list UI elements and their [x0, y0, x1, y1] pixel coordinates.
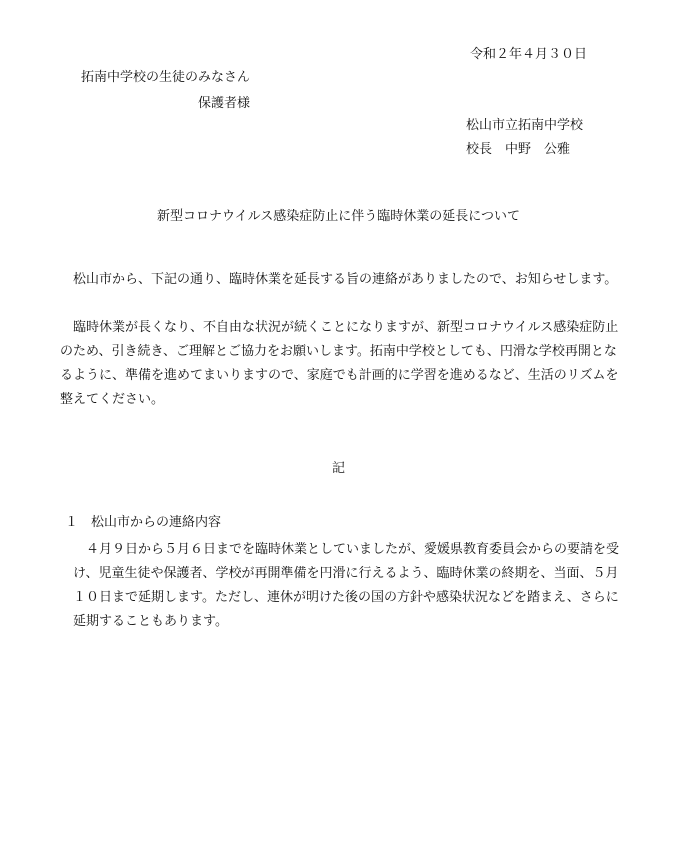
section-1-heading: １ 松山市からの連絡内容: [65, 515, 222, 530]
recipient-guardians: 保護者様: [198, 96, 251, 111]
sender-school: 松山市立拓南中学校: [466, 118, 584, 133]
document-date: 令和２年４月３０日: [470, 47, 588, 62]
section-1-text: ４月９日から５月６日までを臨時休業としていましたが、愛媛県教育委員会からの要請を受け、児童生徒や保護者、学校が再開準備を円滑に行えるよう、臨時休業の終期を、当面、５月１０日まで延期します。ただし、連休が明けた後の国の方針や感染状況などを踏まえ、さらに延期することもあります。: [73, 542, 620, 629]
document-title: 新型コロナウイルス感染症防止に伴う臨時休業の延長について: [157, 209, 520, 224]
notes-heading: 記: [331, 461, 345, 476]
recipient-students: 拓南中学校の生徒のみなさん: [81, 70, 251, 85]
body-paragraph-1: 松山市から、下記の通り、臨時休業を延長する旨の連絡がありましたので、お知らせします。: [73, 272, 618, 287]
sender-principal: 校長 中野 公雅: [466, 142, 571, 157]
body-paragraph-2: 臨時休業が長くなり、不自由な状況が続くことになりますが、新型コロナウイルス感染症防止のため、引き続き、ご理解とご協力をお願いします。拓南中学校としても、円滑な学校再開となるように、準備を進めてまいりますので、家庭でも計画的に学習を進めるなど、生活のリズムを整えてください。: [60, 320, 619, 407]
